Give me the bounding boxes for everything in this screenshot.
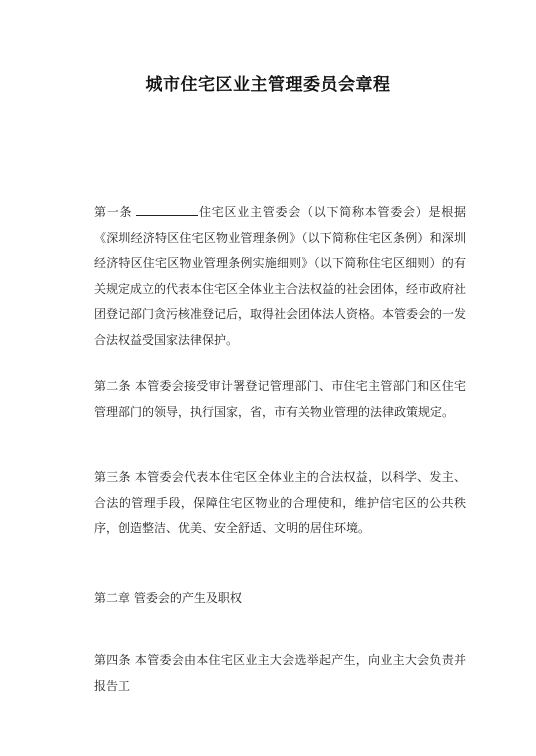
- article-2: [94, 374, 466, 425]
- article-2-text: 本管委会接受审计署登记管理部门、市住宅主管部门和区住宅管理部门的领导，执行国家，省，市有关物业管理的法律政策规定。: [94, 379, 466, 419]
- chapter-2-text: 管委会的产生及职权: [133, 591, 242, 605]
- chapter-2-prefix: 第二章: [94, 591, 131, 605]
- blank-fill-line: [136, 203, 198, 216]
- article-1: [94, 200, 466, 353]
- article-4-prefix: 第四条: [94, 653, 131, 667]
- article-3-text: 本管委会代表本住宅区全体业主的合法权益，以科学、发主、合法的管理手段，保障住宅区物业的合理使和，维护信宅区的公共秩序，创造整洁、优美、安全舒适、文明的居住环境。: [94, 470, 466, 535]
- article-3: [94, 465, 466, 542]
- chapter-2-heading: [94, 586, 466, 612]
- document-title: 城市住宅区业主管理委员会章程: [145, 75, 391, 95]
- article-4: [94, 648, 466, 699]
- article-1-prefix: 第一条: [94, 205, 133, 219]
- article-4-text: 本管委会由本住宅区业主大会选举起产生，向业主大会负责并报告工: [94, 653, 466, 693]
- article-2-prefix: 第二条: [94, 379, 131, 393]
- article-1-text: 住宅区业主管委会（以下简称本管委会）是根据《深圳经济特区住宅区物业管理条例》（以下简称住宅区条例）和深圳经济特区住宅区物业管理条例实施细则》（以下简称住宅区细则）的有关规定成立的代表本住宅区全体业主合法权益的社会团体，经市政府社团登记部门贪污核准登记后，取得社会团体法人资格。本管委会的一发合法权益受国家法律保护。: [94, 205, 467, 347]
- article-3-prefix: 第三条: [94, 470, 131, 484]
